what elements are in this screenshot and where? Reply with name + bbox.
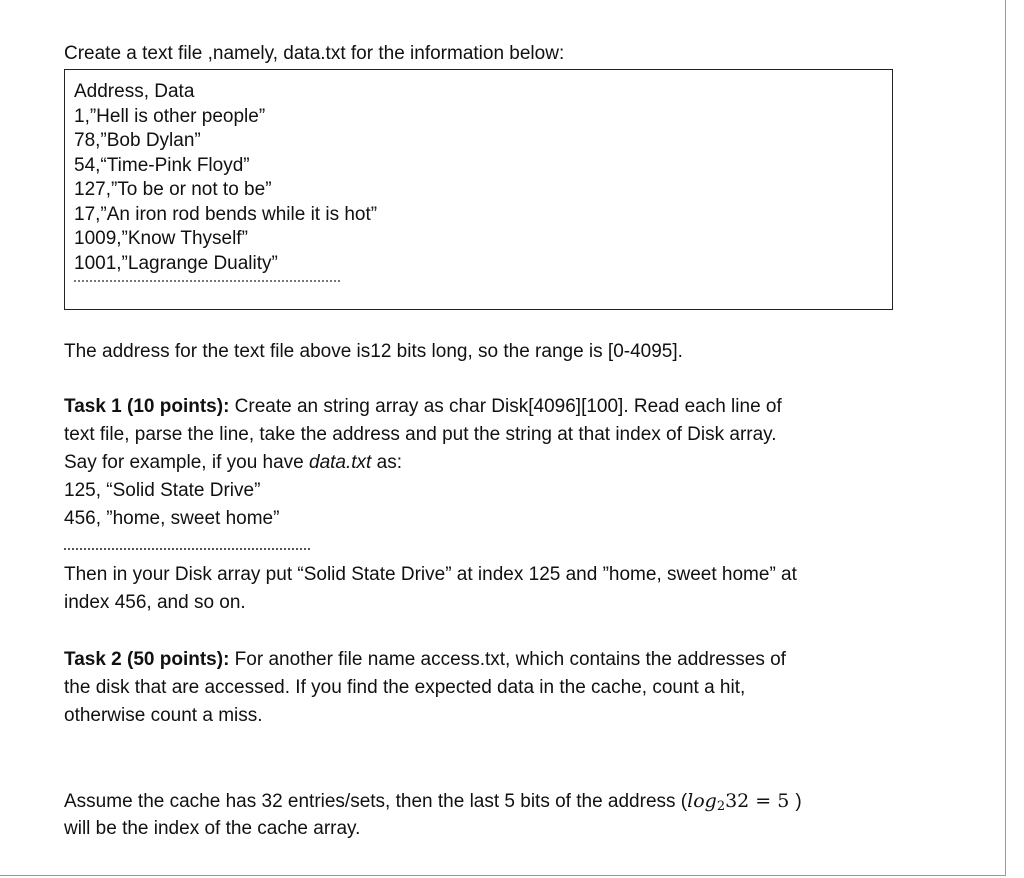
- data-line: 1,”Hell is other people”: [74, 105, 266, 127]
- task1-heading: Task 1 (10 points):: [64, 396, 230, 417]
- task1-line-2: text file, parse the line, take the address and put the string at that index of Disk array.: [64, 424, 777, 445]
- task1-example-1: 125, “Solid State Drive”: [64, 480, 261, 501]
- data-line: 17,”An iron rod bends while it is hot”: [74, 203, 378, 225]
- data-file-lines: [74, 80, 377, 276]
- data-line: 54,“Time-Pink Floyd”: [74, 154, 250, 176]
- task1-line-3-start: Say for example, if you have: [64, 452, 310, 473]
- task1-text: Create an string array as char Disk[4096][100]. Read each line of: [229, 396, 782, 417]
- log-formula-log: log: [687, 790, 717, 812]
- task1-filename: data.txt: [309, 452, 372, 473]
- cache-line-2: will be the index of the cache array.: [64, 818, 361, 839]
- disk-explanation-line-2: index 456, and so on.: [64, 592, 246, 613]
- task1-line-1: [64, 393, 904, 421]
- task2-line-3: otherwise count a miss.: [64, 705, 263, 726]
- intro-text: Create a text file ,namely, data.txt for the information below:: [64, 43, 565, 64]
- data-line: 1001,”Lagrange Duality”: [74, 252, 278, 274]
- disk-explanation-paragraph: [64, 561, 904, 617]
- data-file-box: [64, 69, 893, 310]
- address-range-text: The address for the text file above is12 bits long, so the range is [0-4095].: [64, 341, 683, 362]
- task2-line-2: the disk that are accessed. If you find the expected data in the cache, count a hit,: [64, 677, 746, 698]
- log-formula: [687, 790, 795, 812]
- task2-paragraph: [64, 646, 904, 730]
- task2-line-1: [64, 646, 904, 674]
- data-line-header: Address, Data: [74, 81, 195, 102]
- task1-line-3: [64, 449, 904, 477]
- cache-paragraph: [64, 787, 904, 843]
- cache-text: Assume the cache has 32 entries/sets, then the last 5 bits of the address (: [64, 791, 688, 812]
- log-formula-base: 2: [716, 799, 726, 814]
- example-continuation-dots: [64, 548, 310, 550]
- data-line: 1009,”Know Thyself”: [74, 228, 248, 249]
- address-range-paragraph: [64, 338, 904, 366]
- data-line: 127,”To be or not to be”: [74, 179, 272, 200]
- disk-explanation-line-1: Then in your Disk array put “Solid State Drive” at index 125 and ”home, sweet home” at: [64, 564, 797, 585]
- task1-paragraph: [64, 393, 904, 533]
- task1-line-3-end: as:: [371, 452, 402, 473]
- data-line: 78,”Bob Dylan”: [74, 130, 201, 151]
- task1-example-2: 456, ”home, sweet home”: [64, 508, 280, 529]
- cache-line-1: [64, 787, 904, 815]
- continuation-dots: [74, 280, 340, 282]
- task2-text: For another file name access.txt, which contains the addresses of: [229, 649, 786, 670]
- task2-heading: Task 2 (50 points):: [64, 649, 230, 670]
- cache-text-close: ): [795, 791, 802, 812]
- log-formula-rest: 32 = 5: [725, 790, 796, 812]
